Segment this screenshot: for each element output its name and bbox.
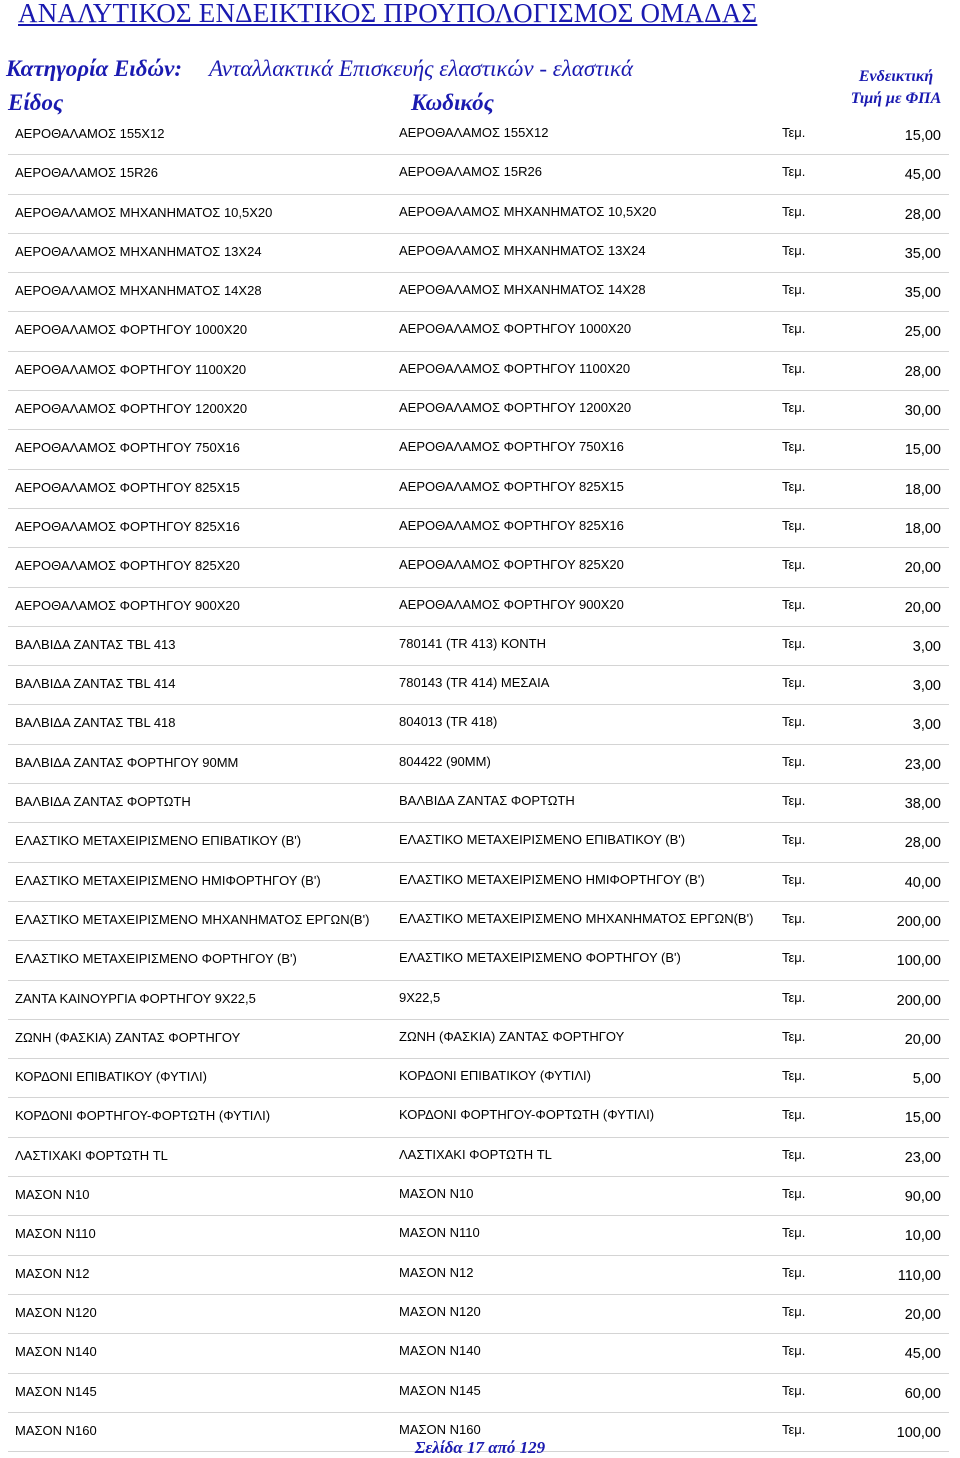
item-unit: Τεμ.: [782, 635, 806, 651]
item-description: ΑΕΡΟΘΑΛΑΜΟΣ ΦΟΡΤΗΓΟΥ 1000Χ20: [15, 322, 248, 338]
item-description: ΑΕΡΟΘΑΛΑΜΟΣ ΦΟΡΤΗΓΟΥ 750Χ16: [15, 440, 240, 456]
item-code: ΑΕΡΟΘΑΛΑΜΟΣ ΜΗΧΑΝΗΜΑΤΟΣ 10,5Χ20: [399, 203, 657, 219]
item-unit: Τεμ.: [782, 714, 806, 730]
price-table: [8, 116, 949, 1452]
item-code: 804422 (90ΜΜ): [399, 753, 491, 769]
item-unit: Τεμ.: [782, 1068, 806, 1084]
item-code: 780141 (TR 413) ΚΟΝΤΗ: [399, 635, 546, 651]
item-description: ΑΕΡΟΘΑΛΑΜΟΣ ΦΟΡΤΗΓΟΥ 825Χ15: [15, 479, 240, 495]
table-row: [8, 116, 949, 155]
item-code: ΕΛΑΣΤΙΚΟ ΜΕΤΑΧΕΙΡΙΣΜΕΝΟ ΕΠΙΒΑΤΙΚΟΥ (Β'): [399, 832, 686, 848]
table-row: [8, 391, 949, 430]
item-code: 780143 (TR 414) ΜΕΣΑΙΑ: [399, 675, 550, 691]
item-price: 18,00: [904, 520, 941, 537]
item-price: 90,00: [904, 1189, 941, 1206]
item-code: ΑΕΡΟΘΑΛΑΜΟΣ ΦΟΡΤΗΓΟΥ 1200Χ20: [399, 400, 632, 416]
table-row: [8, 509, 949, 548]
table-row: [8, 273, 949, 312]
item-code: ΜΑΣΟΝ Ν110: [399, 1225, 480, 1241]
table-row: [8, 155, 949, 194]
item-description: ΜΑΣΟΝ Ν160: [15, 1422, 97, 1438]
item-description: ΕΛΑΣΤΙΚΟ ΜΕΤΑΧΕΙΡΙΣΜΕΝΟ ΦΟΡΤΗΓΟΥ (Β'): [15, 951, 297, 967]
table-row: [8, 548, 949, 587]
table-row: [8, 863, 949, 902]
item-description: ΚΟΡΔΟΝΙ ΕΠΙΒΑΤΙΚΟΥ (ΦΥΤΙΛΙ): [15, 1069, 207, 1085]
item-code: ΕΛΑΣΤΙΚΟ ΜΕΤΑΧΕΙΡΙΣΜΕΝΟ ΗΜΙΦΟΡΤΗΓΟΥ (Β'): [399, 871, 705, 887]
item-description: ΑΕΡΟΘΑΛΑΜΟΣ ΦΟΡΤΗΓΟΥ 1100Χ20: [15, 361, 247, 377]
item-code: ΑΕΡΟΘΑΛΑΜΟΣ ΜΗΧΑΝΗΜΑΤΟΣ 13Χ24: [399, 242, 646, 258]
item-code: ΑΕΡΟΘΑΛΑΜΟΣ ΦΟΡΤΗΓΟΥ 825Χ20: [399, 557, 624, 573]
item-price: 35,00: [904, 285, 941, 302]
item-description: ΑΕΡΟΘΑΛΑΜΟΣ 15R26: [15, 165, 158, 181]
item-code: ΑΕΡΟΘΑΛΑΜΟΣ ΦΟΡΤΗΓΟΥ 1000Χ20: [399, 321, 632, 337]
table-row: [8, 902, 949, 941]
item-price: 15,00: [904, 442, 941, 459]
table-row: [8, 352, 949, 391]
item-unit: Τεμ.: [782, 282, 806, 298]
item-description: ΑΕΡΟΘΑΛΑΜΟΣ ΦΟΡΤΗΓΟΥ 1200Χ20: [15, 401, 248, 417]
item-price: 28,00: [904, 363, 941, 380]
table-row: [8, 470, 949, 509]
table-row: [8, 234, 949, 273]
item-code: ΑΕΡΟΘΑΛΑΜΟΣ 155Χ12: [399, 125, 549, 140]
item-price: 100,00: [896, 1424, 941, 1441]
page-title: ΑΝΑΛΥΤΙΚΟΣ ΕΝΔΕΙΚΤΙΚΟΣ ΠΡΟΥΠΟΛΟΓΙΣΜΟΣ ΟΜΑΔΑΣ: [18, 0, 758, 28]
table-row: [8, 1177, 949, 1216]
item-price: 23,00: [904, 756, 941, 773]
table-row: [8, 1138, 949, 1177]
item-code: ΜΑΣΟΝ Ν160: [399, 1421, 481, 1437]
item-price: 35,00: [904, 245, 941, 262]
item-price: 100,00: [896, 953, 941, 970]
item-code: 804013 (TR 418): [399, 714, 498, 730]
item-unit: Τεμ.: [782, 360, 806, 376]
item-unit: Τεμ.: [782, 910, 806, 926]
table-row: [8, 745, 949, 784]
item-description: ΜΑΣΟΝ Ν140: [15, 1344, 97, 1360]
item-description: ΑΕΡΟΘΑΛΑΜΟΣ ΦΟΡΤΗΓΟΥ 825Χ16: [15, 518, 240, 534]
table-row: [8, 1374, 949, 1413]
item-code: ΜΑΣΟΝ Ν10: [399, 1186, 474, 1202]
item-description: ΜΑΣΟΝ Ν12: [15, 1265, 90, 1281]
item-code: ΛΑΣΤΙΧΑΚΙ ΦΟΡΤΩΤΗ TL: [399, 1146, 552, 1162]
item-unit: Τεμ.: [782, 596, 806, 612]
item-code: ΖΩΝΗ (ΦΑΣΚΙΑ) ΖΑΝΤΑΣ ΦΟΡΤΗΓΟΥ: [399, 1028, 625, 1044]
table-row: [8, 312, 949, 351]
item-price: 20,00: [904, 1306, 941, 1323]
item-price: 15,00: [904, 128, 941, 144]
table-row: [8, 823, 949, 862]
table-row: [8, 1020, 949, 1059]
item-description: ΕΛΑΣΤΙΚΟ ΜΕΤΑΧΕΙΡΙΣΜΕΝΟ ΜΗΧΑΝΗΜΑΤΟΣ ΕΡΓΩΝ(Β'): [15, 911, 370, 927]
item-unit: Τεμ.: [782, 1382, 806, 1398]
table-row: [8, 1059, 949, 1098]
item-code: ΚΟΡΔΟΝΙ ΕΠΙΒΑΤΙΚΟΥ (ΦΥΤΙΛΙ): [399, 1068, 591, 1084]
item-unit: Τεμ.: [782, 203, 806, 219]
item-unit: Τεμ.: [782, 439, 806, 455]
item-price: 28,00: [904, 835, 941, 852]
table-row: [8, 666, 949, 705]
item-unit: Τεμ.: [782, 125, 806, 140]
item-unit: Τεμ.: [782, 517, 806, 533]
item-description: ΑΕΡΟΘΑΛΑΜΟΣ ΦΟΡΤΗΓΟΥ 825Χ20: [15, 558, 240, 574]
item-price: 110,00: [897, 1267, 941, 1284]
item-unit: Τεμ.: [782, 950, 806, 966]
item-unit: Τεμ.: [782, 1264, 806, 1280]
table-row: [8, 981, 949, 1020]
category-value: Ανταλλακτικά Επισκευής ελαστικών - ελαστικά: [209, 56, 633, 81]
item-price: 18,00: [904, 481, 941, 498]
item-description: ΕΛΑΣΤΙΚΟ ΜΕΤΑΧΕΙΡΙΣΜΕΝΟ ΕΠΙΒΑΤΙΚΟΥ (Β'): [15, 833, 302, 849]
item-price: 40,00: [904, 874, 941, 891]
item-unit: Τεμ.: [782, 871, 806, 887]
item-price: 10,00: [904, 1228, 941, 1245]
item-price: 20,00: [904, 599, 941, 616]
item-code: ΕΛΑΣΤΙΚΟ ΜΕΤΑΧΕΙΡΙΣΜΕΝΟ ΦΟΡΤΗΓΟΥ (Β'): [399, 950, 681, 966]
item-price: 38,00: [904, 796, 941, 813]
item-price: 15,00: [904, 1110, 941, 1127]
item-unit: Τεμ.: [782, 753, 806, 769]
table-row: [8, 705, 949, 744]
item-code: ΑΕΡΟΘΑΛΑΜΟΣ ΦΟΡΤΗΓΟΥ 825Χ15: [399, 478, 624, 494]
table-row: [8, 941, 949, 980]
item-description: ΑΕΡΟΘΑΛΑΜΟΣ ΦΟΡΤΗΓΟΥ 900Χ20: [15, 597, 240, 613]
item-price: 28,00: [904, 206, 941, 223]
item-unit: Τεμ.: [782, 1303, 806, 1319]
item-unit: Τεμ.: [782, 400, 806, 416]
table-row: [8, 430, 949, 469]
page-number: Σελίδα 17 από 129: [414, 1438, 546, 1457]
column-header-price: [836, 66, 956, 110]
item-unit: Τεμ.: [782, 557, 806, 573]
item-description: ΑΕΡΟΘΑΛΑΜΟΣ ΜΗΧΑΝΗΜΑΤΟΣ 14Χ28: [15, 283, 262, 299]
table-row: [8, 1098, 949, 1137]
table-row: [8, 1256, 949, 1295]
item-code: ΑΕΡΟΘΑΛΑΜΟΣ ΦΟΡΤΗΓΟΥ 900Χ20: [399, 596, 624, 612]
item-description: ΒΑΛΒΙΔΑ ΖΑΝΤΑΣ TBL 413: [15, 636, 176, 652]
item-price: 60,00: [904, 1385, 941, 1402]
item-unit: Τεμ.: [782, 1421, 806, 1437]
item-code: ΑΕΡΟΘΑΛΑΜΟΣ ΦΟΡΤΗΓΟΥ 750Χ16: [399, 439, 624, 455]
item-price: 5,00: [912, 1071, 941, 1088]
column-header-price-line2: Τιμή με ΦΠΑ: [850, 90, 942, 107]
item-price: 30,00: [904, 403, 941, 420]
item-unit: Τεμ.: [782, 1146, 806, 1162]
item-description: ΑΕΡΟΘΑΛΑΜΟΣ ΜΗΧΑΝΗΜΑΤΟΣ 13Χ24: [15, 243, 262, 259]
item-unit: Τεμ.: [782, 242, 806, 258]
table-row: [8, 1295, 949, 1334]
item-price: 25,00: [904, 324, 941, 341]
table-row: [8, 195, 949, 234]
item-description: ΑΕΡΟΘΑΛΑΜΟΣ ΜΗΧΑΝΗΜΑΤΟΣ 10,5Χ20: [15, 204, 273, 220]
table-row: [8, 1216, 949, 1255]
item-unit: Τεμ.: [782, 1107, 806, 1123]
item-code: ΒΑΛΒΙΔΑ ΖΑΝΤΑΣ ΦΟΡΤΩΤΗ: [399, 793, 575, 809]
item-price: 20,00: [904, 1031, 941, 1048]
table-row: [8, 1334, 949, 1373]
item-code: 9Χ22,5: [399, 989, 441, 1005]
item-unit: Τεμ.: [782, 1343, 806, 1359]
item-description: ΖΑΝΤΑ ΚΑΙΝΟΥΡΓΙΑ ΦΟΡΤΗΓΟΥ 9Χ22,5: [15, 990, 256, 1006]
table-row: [8, 784, 949, 823]
item-unit: Τεμ.: [782, 989, 806, 1005]
column-header-item: Είδος: [8, 90, 64, 115]
item-code: ΜΑΣΟΝ Ν12: [399, 1264, 474, 1280]
item-code: ΚΟΡΔΟΝΙ ΦΟΡΤΗΓΟΥ-ΦΟΡΤΩΤΗ (ΦΥΤΙΛΙ): [399, 1107, 655, 1123]
item-price: 200,00: [896, 913, 941, 930]
item-unit: Τεμ.: [782, 164, 806, 180]
item-price: 3,00: [912, 638, 941, 655]
item-price: 23,00: [904, 1149, 941, 1166]
item-unit: Τεμ.: [782, 1028, 806, 1044]
item-description: ΒΑΛΒΙΔΑ ΖΑΝΤΑΣ TBL 418: [15, 715, 176, 731]
item-description: ΕΛΑΣΤΙΚΟ ΜΕΤΑΧΕΙΡΙΣΜΕΝΟ ΗΜΙΦΟΡΤΗΓΟΥ (Β'): [15, 872, 321, 888]
item-description: ΜΑΣΟΝ Ν145: [15, 1383, 97, 1399]
item-code: ΑΕΡΟΘΑΛΑΜΟΣ ΦΟΡΤΗΓΟΥ 825Χ16: [399, 517, 624, 533]
item-code: ΑΕΡΟΘΑΛΑΜΟΣ ΦΟΡΤΗΓΟΥ 1100Χ20: [399, 360, 631, 376]
item-unit: Τεμ.: [782, 478, 806, 494]
item-code: ΜΑΣΟΝ Ν145: [399, 1382, 481, 1398]
item-unit: Τεμ.: [782, 1225, 806, 1241]
column-header-price-line1: Ενδεικτική: [858, 68, 934, 85]
item-unit: Τεμ.: [782, 832, 806, 848]
item-description: ΜΑΣΟΝ Ν10: [15, 1187, 90, 1203]
item-code: ΕΛΑΣΤΙΚΟ ΜΕΤΑΧΕΙΡΙΣΜΕΝΟ ΜΗΧΑΝΗΜΑΤΟΣ ΕΡΓΩΝ(Β'): [399, 910, 754, 926]
item-price: 20,00: [904, 560, 941, 577]
item-code: ΜΑΣΟΝ Ν140: [399, 1343, 481, 1359]
item-unit: Τεμ.: [782, 675, 806, 691]
item-code: ΑΕΡΟΘΑΛΑΜΟΣ ΜΗΧΑΝΗΜΑΤΟΣ 14Χ28: [399, 282, 646, 298]
item-description: ΒΑΛΒΙΔΑ ΖΑΝΤΑΣ ΦΟΡΤΗΓΟΥ 90ΜΜ: [15, 754, 239, 770]
item-description: ΒΑΛΒΙΔΑ ΖΑΝΤΑΣ TBL 414: [15, 676, 176, 692]
item-description: ΛΑΣΤΙΧΑΚΙ ΦΟΡΤΩΤΗ TL: [15, 1147, 168, 1163]
item-price: 200,00: [896, 992, 941, 1009]
item-unit: Τεμ.: [782, 1186, 806, 1202]
table-row: [8, 627, 949, 666]
item-code: ΜΑΣΟΝ Ν120: [399, 1303, 481, 1319]
item-description: ΚΟΡΔΟΝΙ ΦΟΡΤΗΓΟΥ-ΦΟΡΤΩΤΗ (ΦΥΤΙΛΙ): [15, 1108, 271, 1124]
item-price: 3,00: [912, 717, 941, 734]
item-price: 45,00: [904, 167, 941, 184]
item-unit: Τεμ.: [782, 793, 806, 809]
item-code: ΑΕΡΟΘΑΛΑΜΟΣ 15R26: [399, 164, 542, 180]
item-price: 45,00: [904, 1346, 941, 1363]
item-description: ΜΑΣΟΝ Ν110: [15, 1226, 96, 1242]
item-description: ΜΑΣΟΝ Ν120: [15, 1304, 97, 1320]
category-label: Κατηγορία Ειδών:: [6, 56, 182, 81]
column-header-code: Κωδικός: [411, 90, 494, 115]
category-row: [6, 56, 866, 86]
item-price: 3,00: [912, 678, 941, 695]
item-description: ΑΕΡΟΘΑΛΑΜΟΣ 155Χ12: [15, 126, 165, 141]
item-description: ΒΑΛΒΙΔΑ ΖΑΝΤΑΣ ΦΟΡΤΩΤΗ: [15, 794, 191, 810]
item-description: ΖΩΝΗ (ΦΑΣΚΙΑ) ΖΑΝΤΑΣ ΦΟΡΤΗΓΟΥ: [15, 1029, 241, 1045]
item-unit: Τεμ.: [782, 321, 806, 337]
table-row: [8, 588, 949, 627]
